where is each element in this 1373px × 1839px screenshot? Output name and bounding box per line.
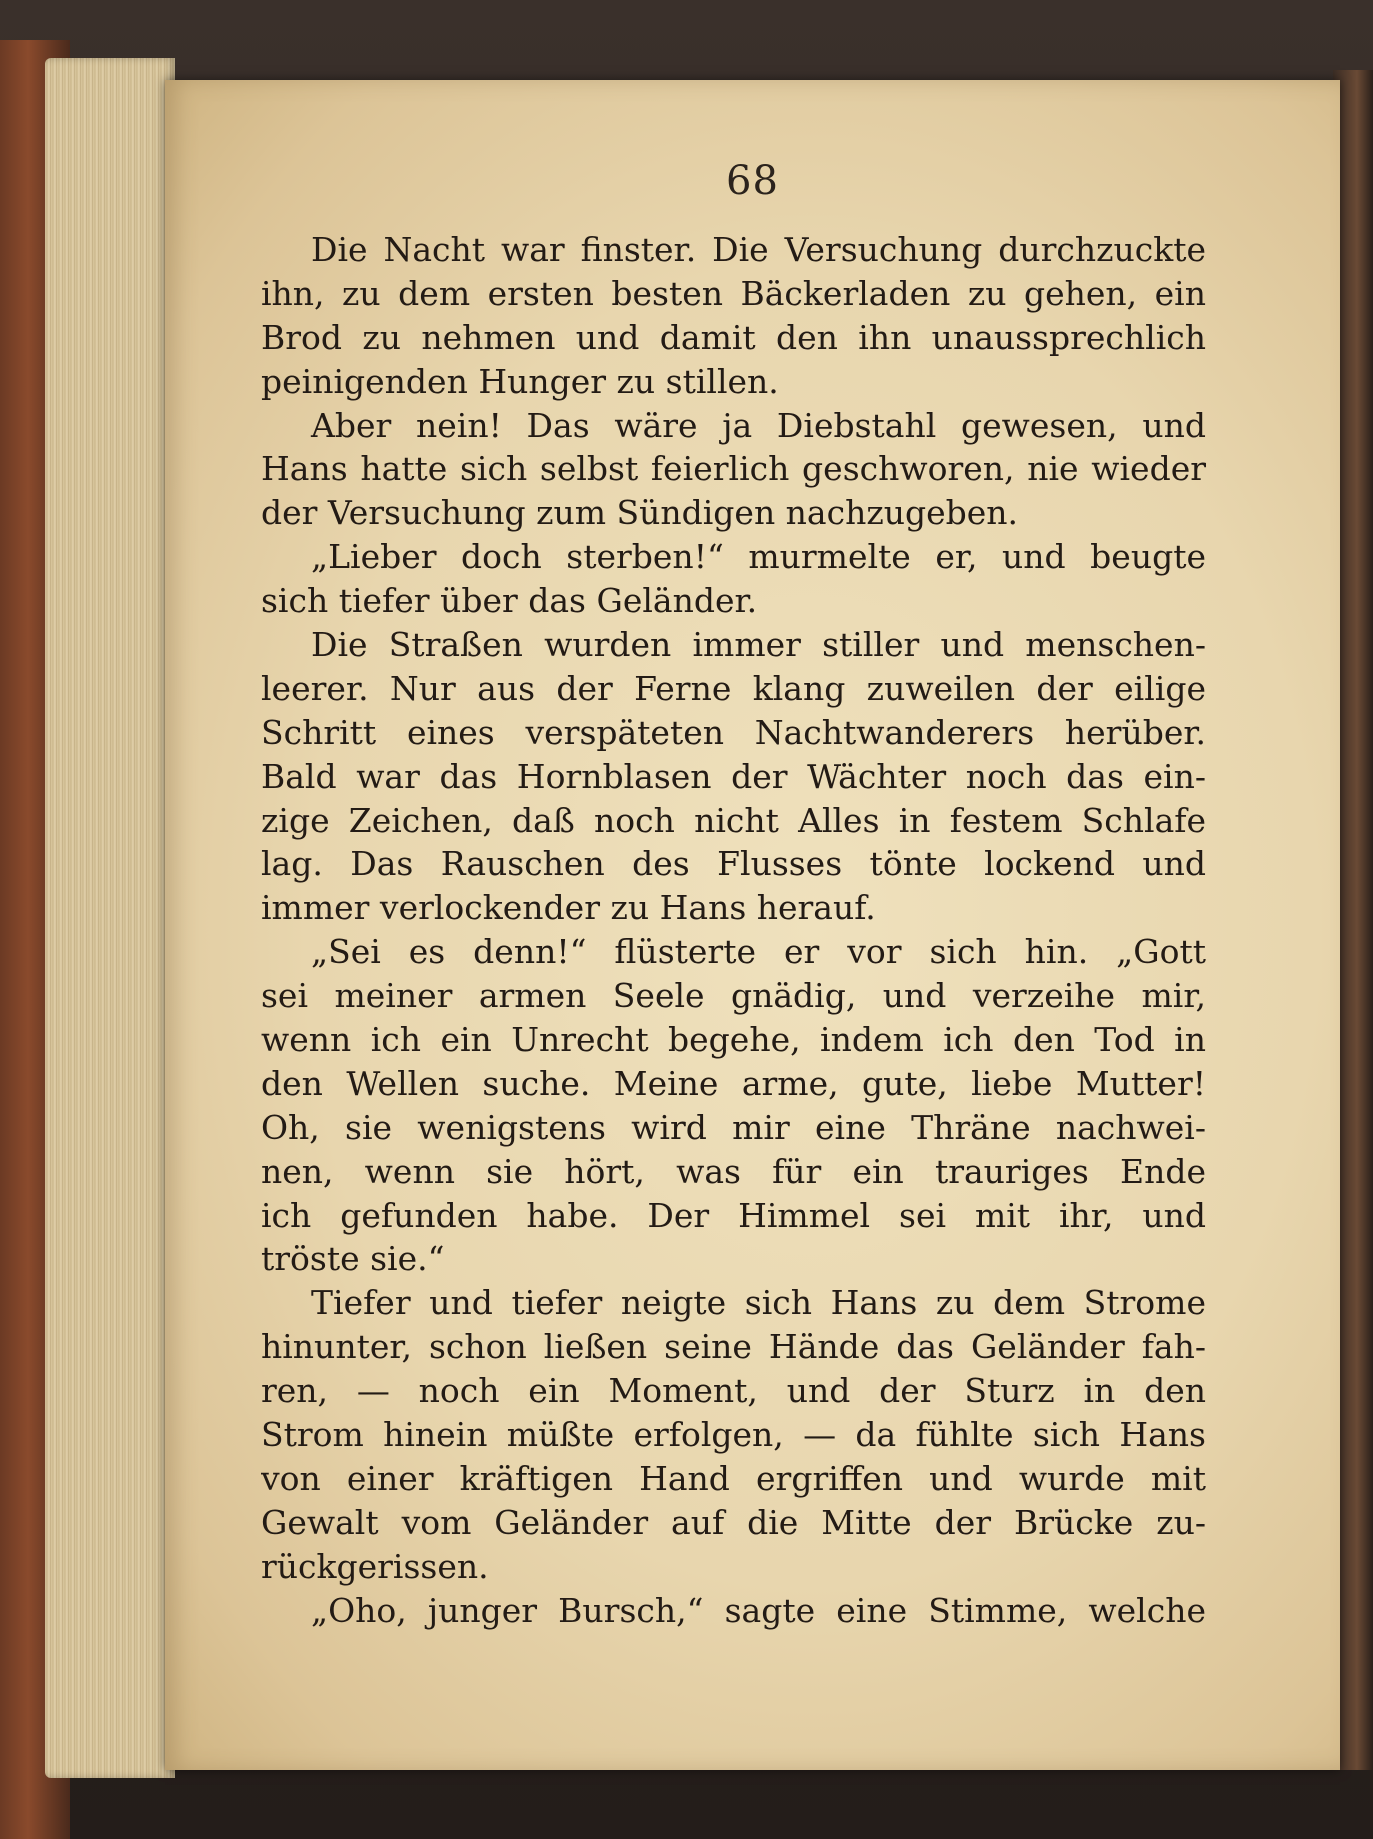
text-line: leerer. Nur aus der Ferne klang zuweilen der eilige [261,668,1206,708]
text-line: Brod zu nehmen und damit den ihn unaussprechlich [261,317,1206,357]
text-line: ich gefunden habe. Der Himmel sei mit ihr, und [261,1195,1206,1235]
book-page [165,80,1340,1770]
text-line: Aber nein! Das wäre ja Diebstahl gewesen, und [311,405,1206,445]
text-line: Gewalt vom Geländer auf die Mitte der Brücke zu- [261,1502,1206,1542]
text-line: Schritt eines verspäteten Nachtwanderers herüber. [261,712,1206,752]
text-line: peinigenden Hunger zu stillen. [261,361,779,401]
text-line: den Wellen suche. Meine arme, gute, liebe Mutter! [261,1063,1206,1103]
text-line: Tiefer und tiefer neigte sich Hans zu dem Strome [311,1283,1206,1323]
text-line: lag. Das Rauschen des Flusses tönte lockend und [261,844,1206,884]
text-line: der Versuchung zum Sündigen nachzugeben. [261,493,1019,533]
text-line: tröste sie.“ [261,1239,445,1279]
text-line: Oh, sie wenigstens wird mir eine Thräne nachwei- [261,1107,1206,1147]
page-text [261,228,1206,1633]
text-line: Die Nacht war finster. Die Versuchung durchzuckte [311,230,1206,269]
page-edges [45,58,175,1778]
text-line: immer verlockender zu Hans herauf. [261,888,876,928]
text-line: „Lieber doch sterben!“ murmelte er, und beugte [311,537,1206,577]
text-line: „Oho, junger Bursch,“ sagte eine Stimme, welche [311,1590,1206,1630]
text-line: sich tiefer über das Geländer. [261,581,758,621]
text-line: Hans hatte sich selbst feierlich geschworen, nie wieder [261,449,1206,489]
text-line: wenn ich ein Unrecht begehe, indem ich den Tod in [261,1020,1206,1060]
text-line: sei meiner armen Seele gnädig, und verzeihe mir, [261,976,1206,1016]
text-line: nen, wenn sie hört, was für ein trauriges Ende [261,1151,1206,1191]
text-line: von einer kräftigen Hand ergriffen und wurde mit [261,1458,1206,1498]
text-line: Die Straßen wurden immer stiller und menschen- [311,625,1206,665]
text-line: rückgerissen. [261,1546,489,1586]
text-line: zige Zeichen, daß noch nicht Alles in festem Schlafe [261,800,1206,840]
text-line: Strom hinein müßte erfolgen, — da fühlte sich Hans [261,1415,1206,1455]
text-line: Bald war das Hornblasen der Wächter noch das ein- [261,756,1206,796]
text-line: hinunter, schon ließen seine Hände das Geländer fah- [261,1327,1206,1367]
page-number: 68 [726,158,779,204]
text-line: „Sei es denn!“ flüsterte er vor sich hin. „Gott [311,932,1206,972]
text-line: ren, — noch ein Moment, und der Sturz in den [261,1371,1206,1411]
text-line: ihn, zu dem ersten besten Bäckerladen zu gehen, ein [261,273,1206,313]
